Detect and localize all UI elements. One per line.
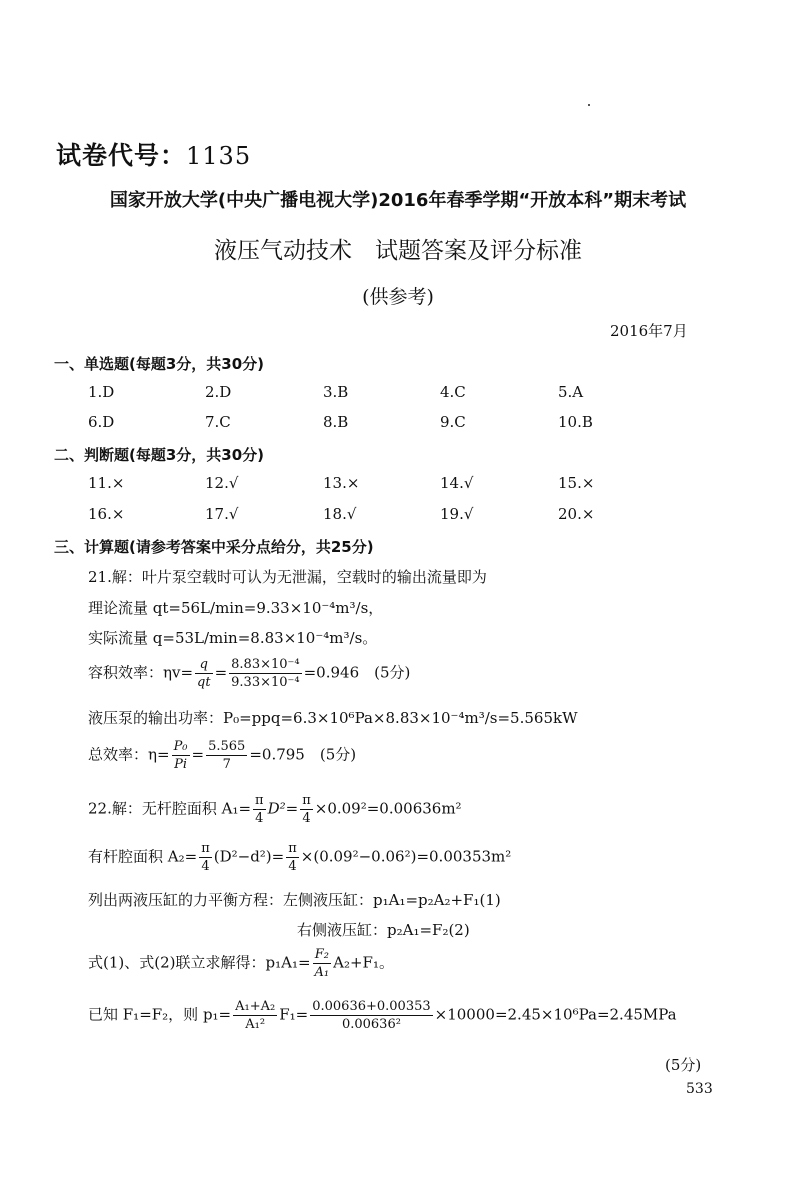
fraction: $\frac{\text{A₁+A₂}}{\text{A₁²}}$: [235, 999, 276, 1032]
answer-item: 13.×: [323, 474, 360, 492]
answer-item: 16.×: [88, 505, 125, 523]
answer-item: 10.B: [558, 413, 593, 431]
school-heading: 国家开放大学(中央广播电视大学)2016年春季学期“开放本科”期末考试: [109, 190, 687, 211]
answer-item: 9.C: [440, 413, 466, 431]
fraction: $\frac{\pi}{4}$: [255, 793, 264, 826]
q22-rodless-area: 22.解：无杆腔面积 A₁= $\frac{\pi}{4}$ D²= $\frac{\pi}{4}$ ×0.09²=0.00636m²: [88, 793, 462, 826]
q22-rod-area: 有杆腔面积 A₂= $\frac{\pi}{4}$ (D²−d²)= $\frac{\pi}{4}$ ×(0.09²−0.06²)=0.00353m²: [88, 841, 512, 874]
answer-item: 7.C: [205, 413, 231, 431]
q21-actual-flow: 实际流量 q=53L/min=8.83×10⁻⁴m³/s。: [88, 629, 378, 647]
q21-output-power: 液压泵的输出功率：P₀=ppq=6.3×10⁶Pa×8.83×10⁻⁴m³/s=5.565kW: [88, 709, 578, 727]
answer-item: 1.D: [88, 383, 115, 401]
q21-volumetric-efficiency: 容积效率：ηv= $\frac{q}{qt}$ = $\frac{\text{8.83×10⁻⁴}}{\text{9.33×10⁻⁴}}$ =0.946 (5分): [88, 657, 411, 690]
reference-note: (供参考): [362, 286, 434, 308]
section-1-heading: 一、单选题(每题3分，共30分): [54, 355, 265, 373]
answer-item: 2.D: [205, 383, 232, 401]
fraction: $\frac{0.00636+0.00353}{\text{0.00636²}}$: [312, 999, 431, 1032]
fraction: $\frac{5.565}{7}$: [208, 739, 246, 772]
fraction: $\frac{\pi}{4}$: [302, 793, 311, 826]
q22-score: (5分): [665, 1056, 702, 1074]
answer-item: 4.C: [440, 383, 466, 401]
q22-solve-line: 式(1)、式(2)联立求解得：p₁A₁= $\frac{\text{F₂}}{\text{A₁}}$ A₂+F₁。: [88, 947, 394, 980]
answer-item: 6.D: [88, 413, 115, 431]
page-number: 533: [686, 1081, 713, 1097]
answer-item: 5.A: [558, 383, 584, 401]
answer-item: 14.√: [440, 474, 474, 492]
answer-item: 18.√: [323, 505, 357, 523]
q21-solution-line: 21.解：叶片泵空载时可认为无泄漏，空载时的输出流量即为: [88, 568, 487, 586]
fraction: $\frac{\text{P₀}}{Pi}$: [173, 739, 188, 772]
answer-item: 8.B: [323, 413, 349, 431]
answer-item: 11.×: [88, 474, 125, 492]
answer-item: 20.×: [558, 505, 595, 523]
fraction: $\frac{\text{8.83×10⁻⁴}}{\text{9.33×10⁻⁴}}$: [231, 657, 300, 690]
exam-date: 2016年7月: [610, 322, 688, 340]
answer-item: 12.√: [205, 474, 239, 492]
answer-item: 19.√: [440, 505, 474, 523]
q22-pressure-result: 已知 F₁=F₂，则 p₁= $\frac{\text{A₁+A₂}}{\text{A₁²}}$ F₁= $\frac{0.00636+0.00353}{\text{0.00636²}}$ ×10000=2.45×10⁶Pa=2.45MPa: [88, 999, 677, 1032]
fraction: $\frac{\pi}{4}$: [288, 841, 297, 874]
exam-code-value: 1135: [186, 142, 252, 170]
section-3-heading: 三、计算题(请参考答案中采分点给分，共25分): [54, 538, 374, 556]
answer-item: 17.√: [205, 505, 239, 523]
q21-theoretical-flow: 理论流量 qt=56L/min=9.33×10⁻⁴m³/s，: [88, 599, 384, 617]
exam-code-label: 试卷代号：: [56, 141, 187, 170]
q22-force-balance: 列出两液压缸的力平衡方程：左侧液压缸：p₁A₁=p₂A₂+F₁(1): [88, 891, 501, 909]
fraction: $\frac{\pi}{4}$: [201, 841, 210, 874]
scan-speck: [588, 104, 590, 106]
answer-item: 15.×: [558, 474, 595, 492]
answer-item: 3.B: [323, 383, 349, 401]
q21-total-efficiency: 总效率：η= $\frac{\text{P₀}}{Pi}$ = $\frac{5.565}{7}$ =0.795 (5分): [88, 739, 357, 772]
q22-right-cylinder: 右侧液压缸：p₂A₁=F₂(2): [297, 921, 470, 939]
section-2-heading: 二、判断题(每题3分，共30分): [54, 446, 265, 464]
fraction: $\frac{\text{F₂}}{\text{A₁}}$: [314, 947, 330, 980]
exam-code: [56, 136, 251, 172]
page-title: 液压气动技术 试题答案及评分标准: [214, 238, 582, 264]
fraction: $\frac{q}{qt}$: [197, 657, 211, 690]
